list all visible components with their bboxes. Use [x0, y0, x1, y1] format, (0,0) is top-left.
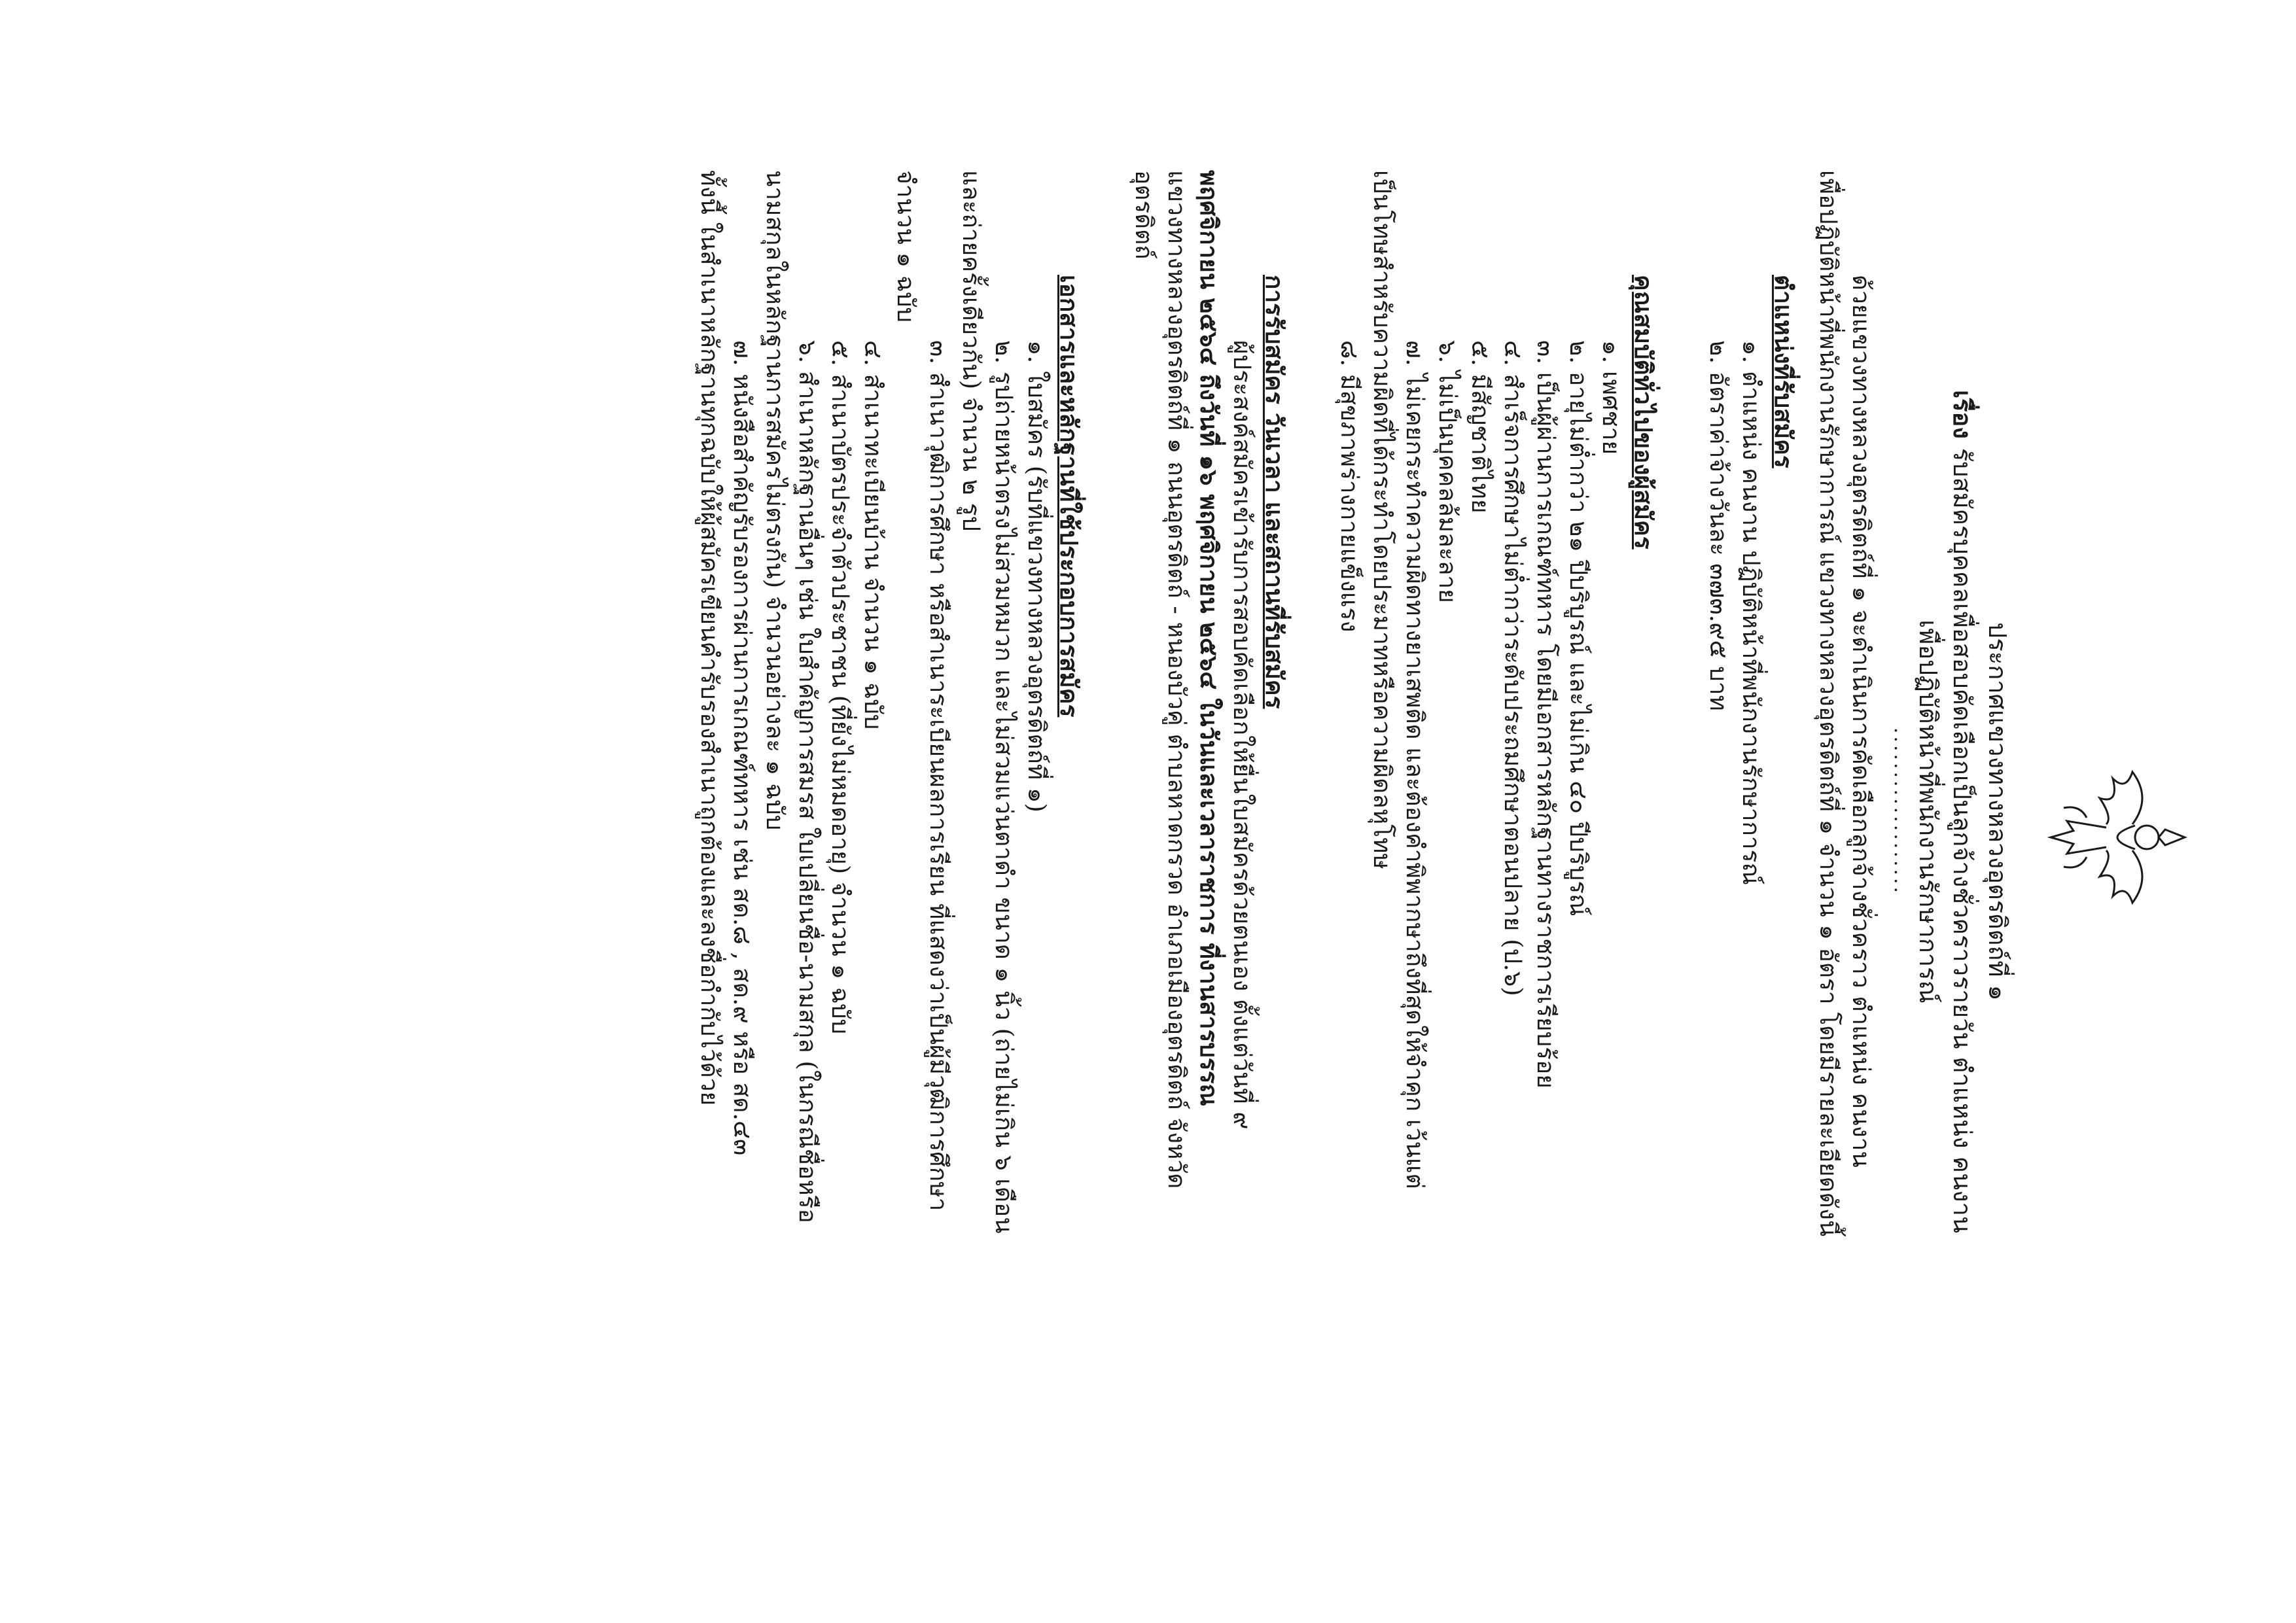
document-note: ทั้งนี้ ในสำเนาหลักฐานทุกฉบับให้ผู้สมัครเขียนคำรับรองสำเนาถูกต้องและลงชื่อกำกับไว้ด้วย — [696, 170, 724, 1106]
qualification-item: ๘. มีสุขภาพร่างกายแข็งแรง — [1335, 340, 1364, 633]
qualification-item: ๖. ไม่เป็นบุคคลล้มละลาย — [1434, 340, 1462, 603]
application-line-4: อุตรดิตถ์ — [1130, 170, 1158, 260]
qualification-item: ๑. เพศชาย — [1597, 340, 1625, 455]
intro-line-1: ด้วยแขวงทางหลวงอุตรดิตถ์ที่ ๑ จะดำเนินการคัดเลือกลูกจ้างชั่วคราว ตำแหน่ง คนงาน — [1847, 275, 1875, 1168]
position-heading: ตำแหน่งที่รับสมัคร — [1769, 275, 1798, 468]
position-item: ๒. อัตราค่าจ้างวันละ ๓๗๓.๙๕ บาท — [1704, 340, 1733, 711]
application-line-3: แขวงทางหลวงอุตรดิตถ์ที่ ๑ ถนนอุตรดิตถ์ - หนองบัวคู่ ตำบลหาดกรวด อำเภอเมืองอุตรดิตถ์ จังหวัด — [1163, 170, 1191, 1189]
document-item-continued: จำนวน ๑ ฉบับ — [892, 170, 920, 323]
document-item: ๔. สำเนาทะเบียนบ้าน จำนวน ๑ ฉบับ — [859, 340, 887, 730]
document-item: ๑. ใบสมัคร (รับที่แขวงทางหลวงอุตรดิตถ์ที่ ๑) — [1023, 340, 1051, 812]
document-item: ๕. สำเนาบัตรประจำตัวประชาชน (ที่ยังไม่หมดอายุ) จำนวน ๑ ฉบับ — [826, 340, 855, 1035]
document-item-continued: และถ่ายครั้งเดียวกัน) จำนวน ๒ รูป — [957, 170, 985, 532]
qualification-item: ๗. ไม่เคยกระทำความผิดทางยาเสพติด และต้องคำพิพากษาถึงที่สุดให้จำคุก เว้นแต่ — [1401, 340, 1429, 1189]
application-line-1: ผู้ประสงค์สมัครเข้ารับการสอบคัดเลือกให้ยื่นใบสมัครด้วยตนเอง ตั้งแต่วันที่ ๙ — [1228, 340, 1256, 1130]
announcement-title: ประกาศแขวงทางหลวงอุตรดิตถ์ที่ ๑ — [1983, 622, 2012, 1001]
qualification-item: ๕. มีสัญชาติไทย — [1466, 340, 1494, 514]
announcement-body — [693, 170, 1877, 1622]
document-item: ๗. หนังสือสำคัญรับรองการผ่านการเกณฑ์ทหาร เช่น สด.๘ , สด.๙ หรือ สด.๔๓ — [728, 340, 756, 1156]
application-heading: การรับสมัคร วันเวลา และสถานที่รับสมัคร — [1260, 275, 1289, 709]
qualification-item: ๔. สำเร็จการศึกษาไม่ต่ำกว่าระดับประถมศึกษาตอนปลาย (ป.๖) — [1499, 340, 1527, 996]
application-line-2: พฤศจิกายน ๒๕๖๔ ถึงวันที่ ๑๖ พฤศจิกายน ๒๕๖๔ ในวันและเวลาราชการ ที่งานสารบรรณ — [1195, 170, 1224, 1106]
announcement-subject — [1945, 0, 1979, 1623]
subject-line-1: รับสมัครบุคคลเพื่อสอบคัดเลือกเป็นลูกจ้างชั่วคราวรายวัน ตำแหน่ง คนงาน — [1948, 447, 1977, 1233]
garuda-emblem-icon — [2041, 759, 2198, 916]
documents-heading: เอกสารและหลักฐานที่ใช้ประกอบการสมัคร — [1055, 275, 1084, 718]
intro-line-2: เพื่อปฏิบัติหน้าที่พนักงานรักษาการณ์ แขวงทางหลวงอุตรดิตถ์ที่ ๑ จำนวน ๑ อัตรา โดยมีรายละเอียดดังนี้ — [1814, 170, 1843, 1237]
qualification-item: ๓. เป็นผู้ผ่านการเกณฑ์ทหาร โดยมีเอกสารหลักฐานทางราชการเรียบร้อย — [1532, 340, 1560, 1089]
subject-line-2: เพื่อปฏิบัติหน้าที่พนักงานรักษาการณ์ — [1914, 620, 1943, 1003]
document-item: ๖. สำเนาหลักฐานอื่นๆ เช่น ใบสำคัญการสมรส ใบเปลี่ยนชื่อ-นามสกุล (ในกรณีชื่อหรือ — [794, 340, 822, 1223]
document-item: ๓. สำเนาวุฒิการศึกษา หรือสำเนาระเบียนผลการเรียน ที่แสดงว่าเป็นผู้มีวุฒิการศึกษา — [925, 340, 953, 1212]
qualification-item: ๒. อายุไม่ต่ำกว่า ๒๑ ปีบริบูรณ์ และไม่เกิน ๔๐ ปีบริบูรณ์ — [1564, 340, 1593, 916]
position-item: ๑. ตำแหน่ง คนงาน ปฏิบัติหน้าที่พนักงานรักษาการณ์ — [1737, 340, 1765, 885]
document-item: ๒. รูปถ่ายหน้าตรงไม่สวมหมวก และไม่สวมแว่นตาดำ ขนาด ๑ นิ้ว (ถ่ายไม่เกิน ๖ เดือน — [990, 340, 1018, 1234]
qualification-heading: คุณสมบัติทั่วไปของผู้สมัคร — [1629, 275, 1658, 550]
qualification-item-continued: เป็นโทษสำหรับความผิดที่ได้กระทำโดยประมาทหรือความผิดลหุโทษ — [1368, 170, 1396, 869]
document-item-continued: นามสกุลในหลักฐานการสมัครไม่ตรงกัน) จำนวนอย่างละ ๑ ฉบับ — [761, 170, 789, 831]
subject-label: เรื่อง — [1948, 390, 1977, 439]
title-separator: ................... — [1890, 727, 1913, 896]
